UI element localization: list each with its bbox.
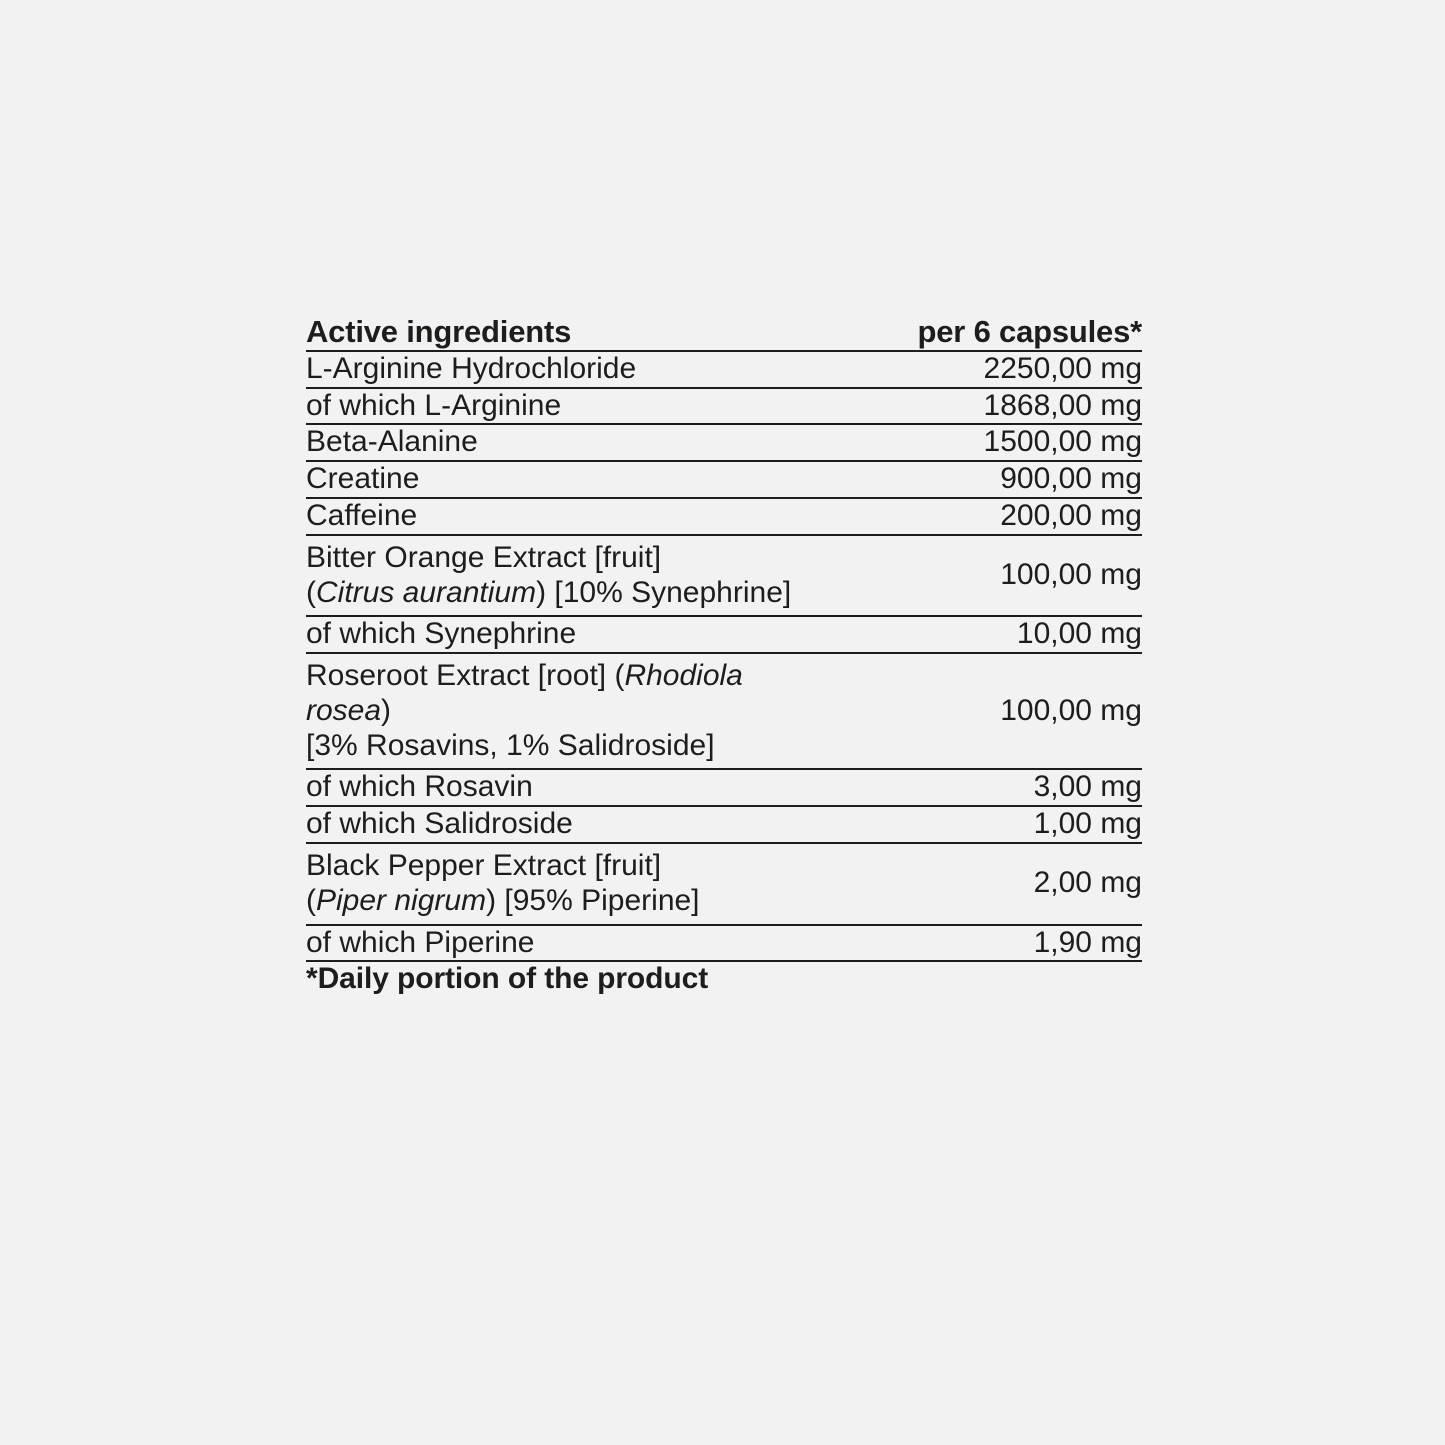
extract-text: Roseroot Extract [root] ( <box>306 659 625 693</box>
ingredient-name: L-Arginine Hydrochloride <box>306 351 833 388</box>
ingredient-name: Creatine <box>306 461 833 498</box>
table-row <box>306 498 1142 535</box>
table-footnote-row <box>306 961 1142 996</box>
paren-open: ( <box>306 575 316 609</box>
ingredient-amount: 200,00 mg <box>833 498 1142 535</box>
ingredient-amount: 900,00 mg <box>833 461 1142 498</box>
paren-close: ) <box>381 693 392 727</box>
ingredient-amount: 3,00 mg <box>833 769 1142 806</box>
ingredient-name-line1 <box>306 659 833 729</box>
ingredient-name: Caffeine <box>306 498 833 535</box>
ingredient-amount: 1,00 mg <box>833 806 1142 843</box>
ingredient-name-line2 <box>306 884 833 919</box>
table-row <box>306 925 1142 962</box>
latin-name: Piper nigrum <box>316 883 487 917</box>
latin-name: Citrus aurantium <box>316 575 537 609</box>
ingredient-name <box>306 535 833 617</box>
table-row <box>306 843 1142 925</box>
paren-open: ( <box>306 883 316 917</box>
ingredient-name <box>306 653 833 769</box>
ingredient-amount: 1868,00 mg <box>833 388 1142 425</box>
spec-text: ) [10% Synephrine] <box>536 575 792 609</box>
table-header-row <box>306 315 1142 351</box>
ingredient-name-line2 <box>306 576 833 611</box>
column-header-ingredients: Active ingredients <box>306 314 572 349</box>
ingredient-name: of which Rosavin <box>306 769 833 806</box>
ingredient-name-line1: Bitter Orange Extract [fruit] <box>306 540 662 574</box>
latin-name: Rhodiola rosea <box>306 659 743 727</box>
table-row <box>306 388 1142 425</box>
ingredients-table-wrapper <box>306 315 1142 996</box>
table-row <box>306 461 1142 498</box>
table-row <box>306 769 1142 806</box>
ingredient-amount: 1,90 mg <box>833 925 1142 962</box>
ingredient-name: of which Piperine <box>306 925 833 962</box>
ingredient-amount: 100,00 mg <box>833 535 1142 617</box>
ingredient-amount: 2,00 mg <box>833 843 1142 925</box>
ingredient-amount: 1500,00 mg <box>833 424 1142 461</box>
footnote-text: *Daily portion of the product <box>306 961 1142 996</box>
ingredient-name: of which Synephrine <box>306 616 833 653</box>
ingredient-amount: 2250,00 mg <box>833 351 1142 388</box>
ingredient-name: Beta-Alanine <box>306 424 833 461</box>
spec-text: ) [95% Piperine] <box>486 883 700 917</box>
ingredient-name: of which L-Arginine <box>306 388 833 425</box>
table-row <box>306 653 1142 769</box>
ingredient-amount: 10,00 mg <box>833 616 1142 653</box>
table-row <box>306 616 1142 653</box>
ingredient-name-line1: Black Pepper Extract [fruit] <box>306 849 662 883</box>
column-header-amount: per 6 capsules* <box>917 314 1142 349</box>
ingredient-name: of which Salidroside <box>306 806 833 843</box>
table-row <box>306 351 1142 388</box>
table-row <box>306 806 1142 843</box>
ingredient-name-line2: [3% Rosavins, 1% Salidroside] <box>306 728 715 762</box>
active-ingredients-table <box>306 315 1142 996</box>
table-row <box>306 424 1142 461</box>
ingredient-amount: 100,00 mg <box>833 653 1142 769</box>
table-row <box>306 535 1142 617</box>
ingredient-name <box>306 843 833 925</box>
